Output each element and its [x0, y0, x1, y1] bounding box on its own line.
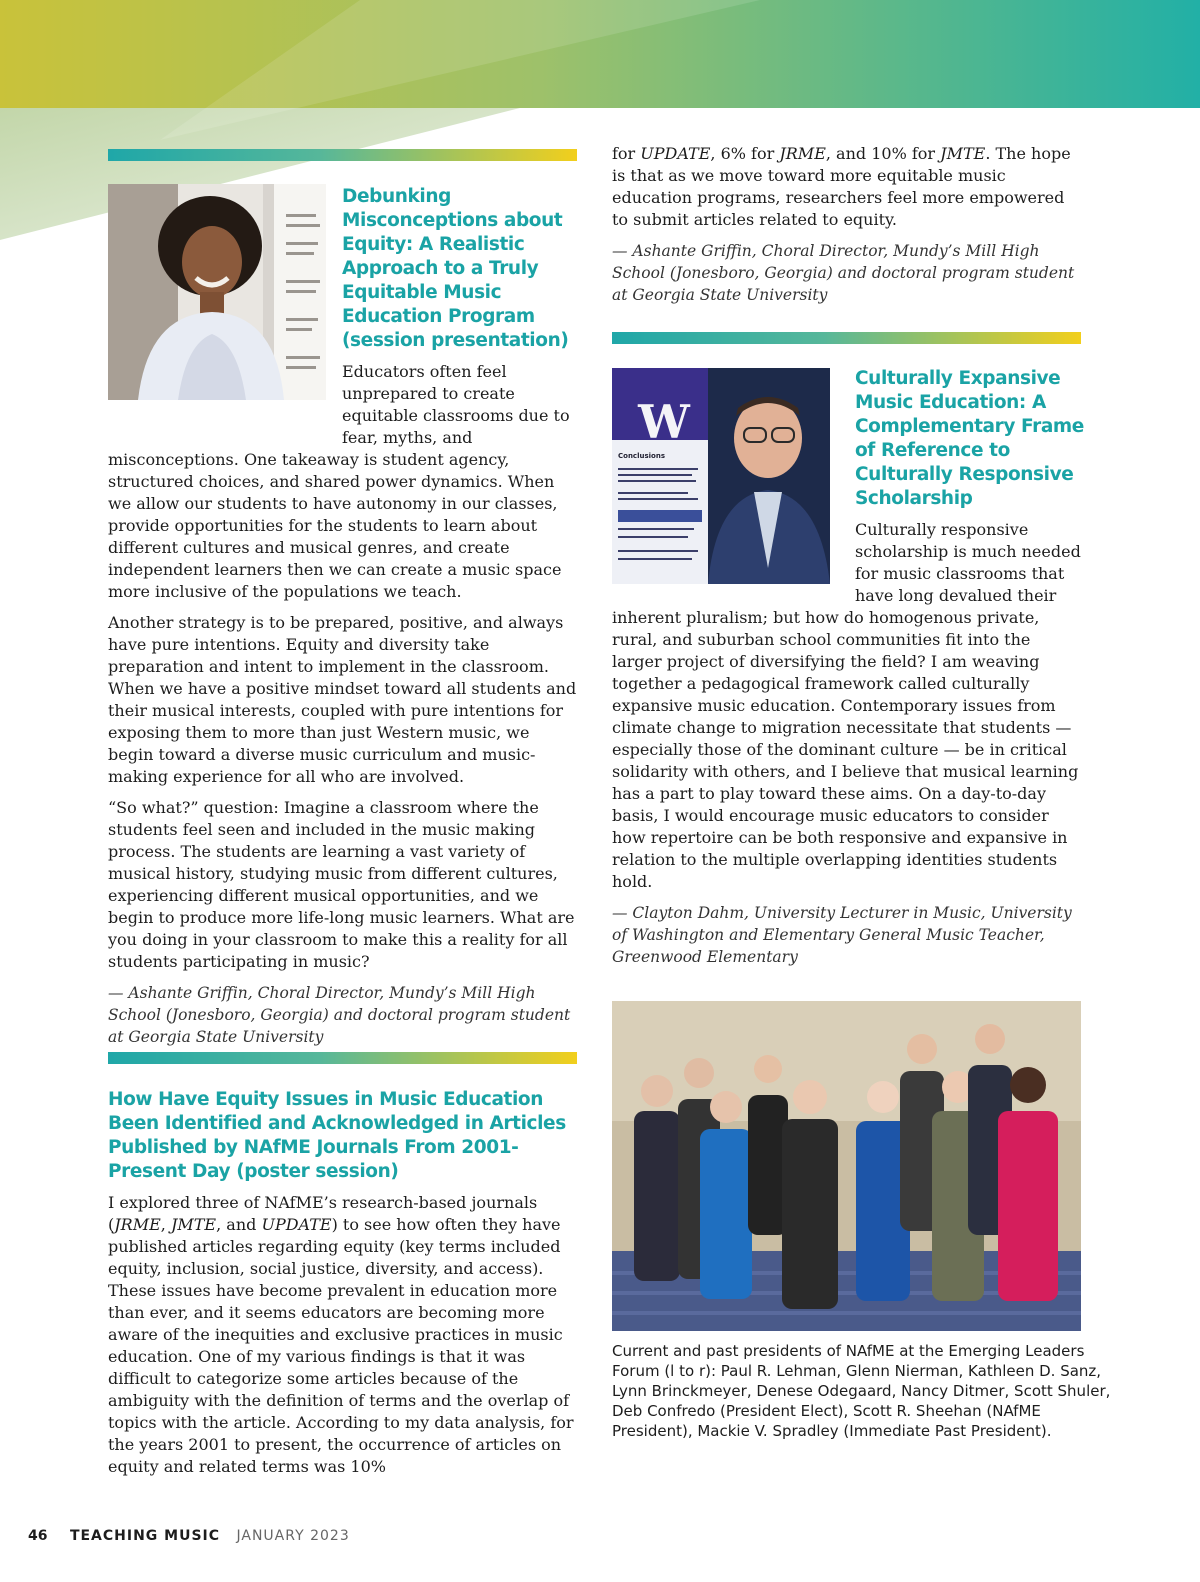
page-number: 46: [28, 1528, 48, 1544]
journal-jrme: JRME: [114, 1215, 161, 1234]
article-debunking-body: [108, 361, 578, 1057]
journal-jmte: JMTE: [170, 1215, 217, 1234]
equity-cont-2: , 6% for: [710, 144, 780, 163]
equity-issues-paragraph: [108, 1192, 578, 1478]
page-footer: [28, 1528, 350, 1544]
poster-conclusions: Conclusions: [618, 452, 665, 460]
journal-jrme-2: JRME: [779, 144, 826, 163]
equity-intro-2: ) to see how often they have published articles regarding equity (key terms included equity, inclusion, social justice, diversity, and access). These issues have become prevalent in education more than ever, and it seems educators are becoming more aware of the inequities and exclusive practices in music education. One of my various findings is that it was difficult to categorize some articles because of the ambiguity with the definition of terms and the overlap of topics with the article. According to my data analysis, for the years 2001 to present, the occurrence of articles on equity and related terms was 10%: [108, 1215, 574, 1476]
article-equity-issues-body: [108, 1192, 578, 1487]
heading-debunking: Debunking Misconceptions about Equity: A Realistic Approach to a Truly Equitable Music Education Program (session presentation): [342, 186, 569, 351]
heading-equity-issues: How Have Equity Issues in Music Education Been Identified and Acknowledged in Articles Published by NAfME Journals From 2001- Present Day (poster session): [108, 1089, 566, 1182]
culturally-expansive-paragraph: Culturally responsive scholarship is much needed for music classrooms that have long devalued their inherent pluralism; but how do homogenous private, rural, and suburban school communities fit into the larger project of diversifying the field? I am weaving together a pedagogical framework called culturally expansive music education. Contemporary issues from climate change to migration necessitate that students — especially those of the dominant culture — be in critical solidarity with others, and I believe that musical learning has a part to play toward these aims. On a day-to-day basis, I would encourage music educators to consider how repertoire can be both responsive and expansive in relation to the multiple overlapping identities students hold.: [612, 520, 1081, 891]
journal-update: UPDATE: [261, 1215, 332, 1234]
issue-date: JANUARY 2023: [236, 1528, 350, 1544]
article-culturally-expansive-body: [612, 519, 1082, 977]
debunking-paragraph-3: “So what?” question: Imagine a classroom where the students feel seen and included in the music making process. The students are learning a vast variety of musical history, studying music from different cultures, experiencing different musical opportunities, and we begin to produce more life-long music learners. What are you doing in your classroom to make this a reality for all students participating in music?: [108, 798, 575, 971]
photo-caption: Current and past presidents of NAfME at the Emerging Leaders Forum (l to r): Paul R. Lehman, Glenn Nierman, Kathleen D. Sanz, Lynn Brinckmeyer, Denese Odegaard, Nancy Ditmer, Scott Shuler, Deb Confredo (President Elect), Scott R. Sheehan (NAfME President), Mackie V. Spradley (Immediate Past President).: [612, 1342, 1111, 1440]
equity-issues-byline: — Ashante Griffin, Choral Director, Mundy’s Mill High School (Jonesboro, Georgia) and doctoral program student at Georgia State University: [612, 242, 1075, 304]
equity-issues-continuation: [612, 143, 1082, 231]
debunking-paragraph-2: Another strategy is to be prepared, positive, and always have pure intentions. Equity and diversity take preparation and intent to implement in the classroom. When we have a positive mindset toward all students and their musical interests, coupled with pure intentions for exposing them to more than just Western music, we begin toward a diverse music curriculum and music-making experience for all who are involved.: [108, 613, 577, 786]
section-rule-culturally-expansive: [612, 332, 1081, 344]
equity-cont-4: . The hope is that as we move toward more equitable music education programs, researchers feel more empowered to submit articles related to equity.: [612, 144, 1071, 229]
section-rule-debunking: [108, 149, 577, 161]
equity-cont-3: , and 10% for: [825, 144, 941, 163]
poster-w-letter: W: [638, 395, 690, 449]
magazine-title: TEACHING MUSIC: [69, 1528, 221, 1544]
photo-nafme-presidents: [612, 1001, 1081, 1331]
culturally-expansive-byline: — Clayton Dahm, University Lecturer in Music, University of Washington and Elementary General Music Teacher, Greenwood Elementary: [612, 904, 1072, 966]
journal-jmte-2: JMTE: [940, 144, 986, 163]
equity-intro-1: I explored three of NAfME’s research-based journals (: [108, 1193, 538, 1234]
heading-culturally-expansive: Culturally Expansive Music Education: A Complementary Frame of Reference to Culturally Responsive Scholarship: [855, 368, 1084, 509]
journal-update-2: UPDATE: [640, 144, 711, 163]
debunking-paragraph-1: Educators often feel unprepared to create equitable classrooms due to fear, myths, and misconceptions. One takeaway is student agency, structured choices, and shared power dynamics. When we allow our students to have autonomy in our classes, provide opportunities for the students to learn about different cultures and musical genres, and create independent learners then we can create a music space more inclusive of the populations we teach.: [108, 362, 570, 601]
section-rule-equity-issues: [108, 1052, 577, 1064]
article-equity-issues-continued: [612, 143, 1082, 315]
equity-sep-1: ,: [160, 1215, 171, 1234]
equity-cont-1: for: [612, 144, 641, 163]
debunking-byline: — Ashante Griffin, Choral Director, Mundy’s Mill High School (Jonesboro, Georgia) and doctoral program student at Georgia State University: [108, 984, 571, 1046]
equity-sep-2: , and: [216, 1215, 262, 1234]
